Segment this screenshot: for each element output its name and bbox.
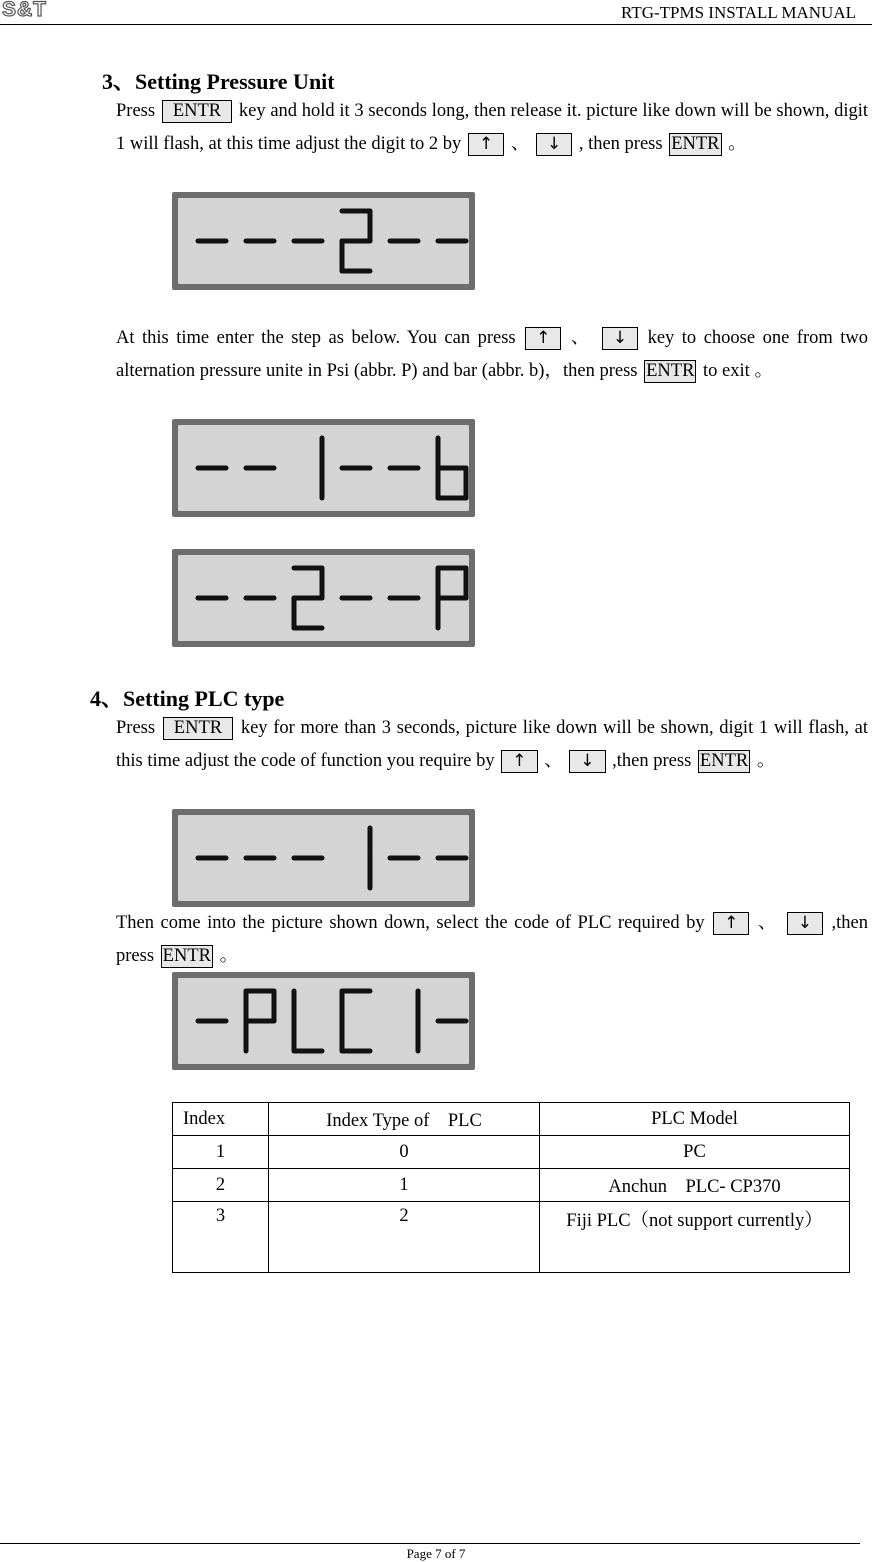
text: key and hold it 3 seconds long, then release it. picture like down will be shown, digit 1 will flash, at this time adjust the digit to 2 by [116,101,869,154]
entr-key: ENTR [162,100,232,123]
section4-title: 4、Setting PLC type [90,686,285,711]
text: Press [116,101,156,121]
header-rule [0,24,872,25]
down-arrow-key: ↓ [602,327,638,350]
separator: 、 [757,913,779,933]
entr-key: ENTR [163,717,233,740]
lcd-display-5 [172,972,475,1070]
lcd-display-1 [172,192,475,290]
table-cell: 1 [269,1169,540,1202]
section4-paragraph2 [116,907,868,972]
separator: 、 [544,750,563,771]
table-header-cell: PLC Model [540,1103,850,1136]
separator: 、 [510,133,530,154]
section3-paragraph2 [116,322,868,387]
table-cell: 1 [173,1136,269,1169]
text: , then press [578,133,663,154]
entr-key: ENTR [671,133,720,154]
down-arrow-key: ↓ [536,133,572,156]
up-arrow-key: ↑ [501,750,537,773]
lcd-display-4 [172,809,475,907]
entr-key: ENTR [646,360,695,381]
text: key to choose one from two alternation pressure unite in Psi (abbr. P) and bar (abbr. b)，then press [116,328,869,381]
down-arrow-key: ↓ [787,912,823,935]
table-cell: 0 [269,1136,540,1169]
text: Then come into the picture shown down, select the code of PLC required by [116,913,705,933]
table-row [173,1202,850,1273]
down-arrow-key: ↓ [569,750,605,773]
text: 。 [219,945,239,966]
table-cell: Anchun PLC- CP370 [540,1169,850,1202]
entr-key: ENTR [699,750,749,771]
table-cell: 2 [269,1202,540,1273]
text: ,then press [116,913,869,966]
text: Press [116,718,156,738]
up-arrow-key: ↑ [468,133,504,156]
table-row [173,1136,850,1169]
table-header-cell: Index Type of PLC [269,1103,540,1136]
table-row [173,1169,850,1202]
text: to exit [703,360,750,381]
header-title: RTG-TPMS INSTALL MANUAL [621,3,856,22]
section3-title: 3、Setting Pressure Unit [102,69,335,94]
text: 。 [756,750,776,771]
up-arrow-key: ↑ [713,912,749,935]
plc-table [172,1102,850,1273]
table-cell: 2 [173,1169,269,1202]
text: ,then press [612,750,692,771]
entr-key: ENTR [162,945,211,966]
text: key for more than 3 seconds, picture like down will be shown, digit 1 will flash, at this time adjust the code of function you require by [116,718,869,771]
table-cell: 3 [173,1202,269,1273]
table-cell: PC [540,1136,850,1169]
lcd-display-3 [172,549,475,647]
table-header-row [173,1103,850,1136]
separator: 、 [570,328,593,348]
company-logo: S&T [2,0,47,21]
text: 。 [728,133,747,154]
page-number: Page 7 of 7 [406,1546,466,1561]
lcd-display-2 [172,419,475,517]
up-arrow-key: ↑ [525,327,561,350]
text: At this time enter the step as below. You can press [116,328,516,348]
section4-paragraph1 [116,712,868,777]
text: 。 [754,360,773,381]
footer-rule [0,1543,860,1544]
section3-paragraph1 [116,95,868,160]
table-header-cell: Index [173,1103,269,1136]
table-cell: Fiji PLC（not support currently） [540,1202,850,1273]
